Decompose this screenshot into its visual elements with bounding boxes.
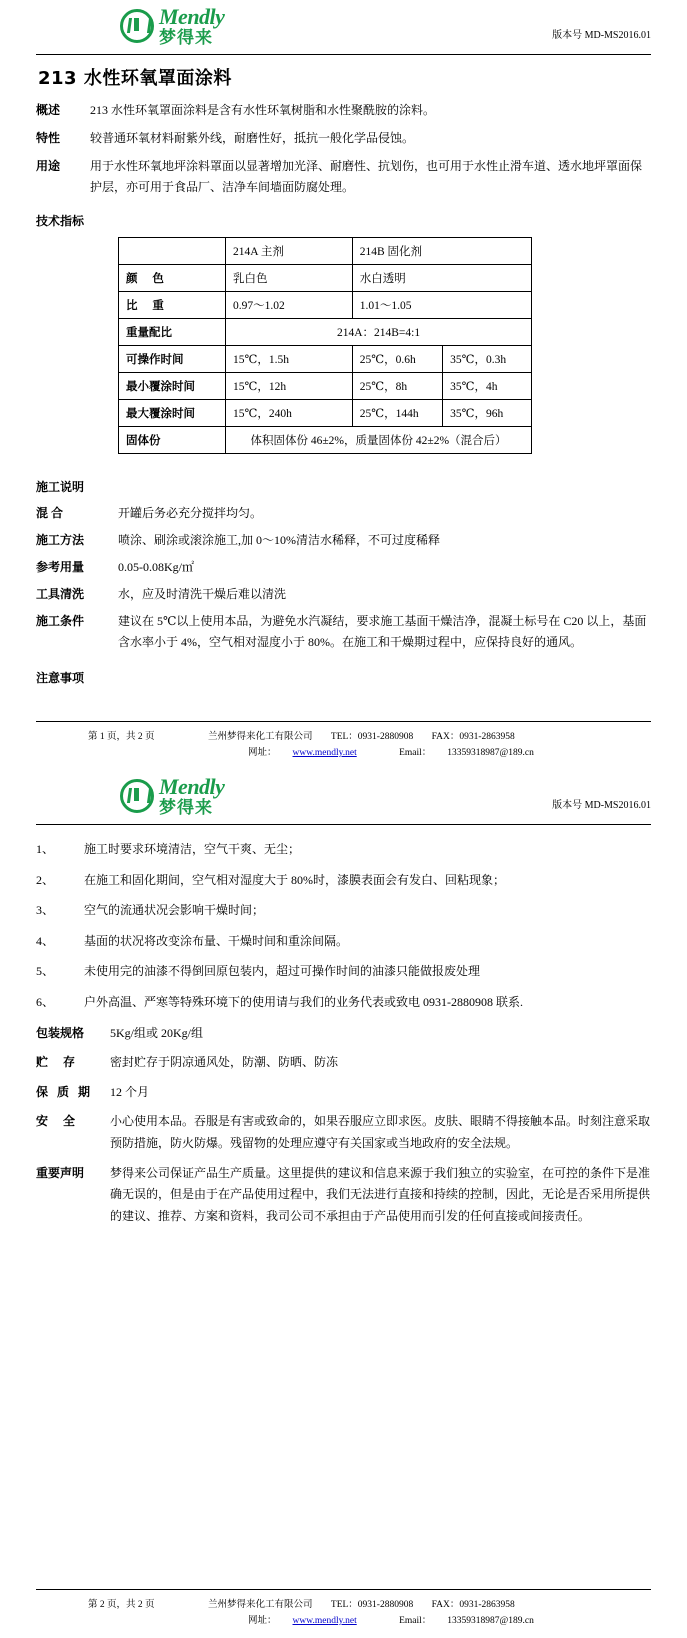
cell-mixratio: 214A：214B=4:1 [226,319,532,346]
table-row [119,319,532,346]
footer-divider [36,721,651,722]
table-row [119,346,532,373]
page-2-footer [36,1589,651,1626]
list-item-number: 6、 [36,994,55,1009]
construction-method-row [36,530,651,551]
notice-heading: 注意事项 [36,671,85,685]
row-label-minrecoat: 最小覆涂时间 [119,373,226,400]
cell-maxrecoat-25: 25℃，144h [352,400,442,427]
list-item-text: 基面的状况将改变涂布量、干燥时间和重涂间隔。 [84,933,349,948]
list-item-text: 施工时要求环境清洁，空气干爽、无尘； [84,842,301,856]
logo-mark-icon [120,779,154,813]
footer-company: 兰州梦得来化工有限公司 [208,732,313,742]
logo-text [159,776,224,816]
footer-email-label: Email： [399,1616,432,1626]
packaging-text: 5Kg/组或 20Kg/组 [110,1025,204,1040]
document-page-2 [0,770,687,1638]
footer-page-number: 第 2 页，共 2 页 [88,1600,155,1610]
construction-heading: 施工说明 [36,480,85,494]
cell-potlife-15: 15℃，1.5h [226,346,353,373]
table-header-row [119,238,532,265]
overview-row [36,100,651,121]
header-divider [36,54,651,55]
shelf-life-text: 12 个月 [110,1084,150,1099]
footer-site-label: 网址： [248,748,277,758]
usage-text: 用于水性环氧地坪涂料罩面以显著增加光泽、耐磨性、抗划伤，也可用于水性止滑车道、透水地坪罩面保护层，亦可用于食品厂、洁净车间墙面防腐处理。 [90,159,643,194]
list-item-text: 未使用完的油漆不得倒回原包装内，超过可操作时间的油漆只能做报废处理 [84,964,481,979]
cell-potlife-25: 25℃，0.6h [352,346,442,373]
overview-label: 概述 [36,103,61,117]
list-item-number: 2、 [36,872,55,887]
page-header [36,0,651,52]
shelf-life-label: 保 质 期 [36,1084,94,1099]
row-label-mixratio: 重量配比 [119,319,226,346]
cell-density-a: 0.97～1.02 [226,292,353,319]
footer-site-link[interactable]: www.mendly.net [292,748,357,758]
row-label-color: 颜 色 [119,265,226,292]
cell-maxrecoat-35: 35℃，96h [443,400,532,427]
features-row [36,128,651,149]
construction-method-text: 喷涂、刷涂或滚涂施工,加 0～10%清洁水稀释，不可过度稀释 [118,533,440,547]
list-item-number: 5、 [36,964,55,979]
safety-label: 安 全 [36,1114,82,1129]
list-item-number: 1、 [36,842,55,856]
list-item-text: 户外高温、严寒等特殊环境下的使用请与我们的业务代表或致电 0931-2880908 联系. [84,994,523,1009]
list-item [36,992,651,1014]
footer-email-label: Email： [399,748,432,758]
list-item [36,839,651,861]
page-1-footer [36,721,651,758]
footer-fax: FAX：0931-2863958 [431,732,515,742]
packaging-row [36,1023,651,1045]
row-label-maxrecoat: 最大覆涂时间 [119,400,226,427]
logo-cn-text: 梦得来 [159,798,213,817]
usage-label: 用途 [36,159,61,173]
construction-conditions-row [36,611,651,653]
construction-cleanup-text: 水，应及时清洗干燥后难以清洗 [118,587,287,601]
construction-coverage-row [36,557,651,578]
footer-tel: TEL：0931-2880908 [330,1600,414,1610]
construction-mix-label: 混 合 [36,506,64,520]
logo-mark-icon [120,9,154,43]
shelf-life-row [36,1082,651,1104]
construction-mix-row [36,503,651,524]
logo-en-text: Mendly [159,4,225,29]
page-header [36,770,651,822]
construction-conditions-text: 建议在 5℃以上使用本品，为避免水汽凝结，要求施工基面干燥洁净，混凝土标号在 C20 以上，基面含水率小于 4%，空气相对湿度小于 80%。在施工和干燥期过程中，应保持良好的通风。 [118,614,647,649]
list-item [36,900,651,922]
construction-method-label: 施工方法 [36,533,85,547]
safety-row [36,1111,651,1154]
cell-minrecoat-35: 35℃，4h [443,373,532,400]
cell-color-b: 水白透明 [352,265,531,292]
cell-density-b: 1.01～1.05 [352,292,531,319]
cell-color-a: 乳白色 [226,265,353,292]
version-label: 版本号 MD-MS2016.01 [552,30,651,41]
list-item-number: 3、 [36,903,55,918]
list-item [36,931,651,953]
list-item [36,870,651,892]
cell-minrecoat-25: 25℃，8h [352,373,442,400]
footer-site-label: 网址： [248,1616,277,1626]
features-text: 较普通环氧材料耐紫外线，耐磨性好，抵抗一般化学品侵蚀。 [90,131,415,145]
footer-site-link[interactable]: www.mendly.net [292,1616,357,1626]
logo-text [159,6,224,46]
construction-cleanup-label: 工具清洗 [36,587,85,601]
table-header-a: 214A 主剂 [226,238,353,265]
safety-text: 小心使用本品。吞服是有害或致命的，如果吞服应立即求医。皮肤、眼睛不得接触本品。时刻注意采取预防措施，防火防爆。残留物的处理应遵守有关国家或当地政府的安全法规。 [110,1114,651,1150]
construction-coverage-text: 0.05-0.08Kg/㎡ [118,560,194,574]
cell-minrecoat-15: 15℃，12h [226,373,353,400]
cell-potlife-35: 35℃，0.3h [443,346,532,373]
brand-logo [120,776,224,816]
row-label-potlife: 可操作时间 [119,346,226,373]
version-label: 版本号 MD-MS2016.01 [552,800,651,811]
table-row [119,292,532,319]
overview-text: 213 水性环氧罩面涂料是含有水性环氧树脂和水性聚酰胺的涂料。 [90,103,436,117]
page-title: 213 水性环氧罩面涂料 [38,68,232,89]
footer-email: 13359318987@189.cn [447,1616,534,1626]
packaging-label: 包装规格 [36,1025,85,1040]
disclaimer-label: 重要声明 [36,1165,85,1180]
construction-mix-text: 开罐后务必充分搅拌均匀。 [118,506,263,520]
header-divider [36,824,651,825]
construction-coverage-label: 参考用量 [36,560,85,574]
table-header-b: 214B 固化剂 [352,238,531,265]
footer-page-number: 第 1 页，共 2 页 [88,732,155,742]
logo-cn-text: 梦得来 [159,28,213,47]
spec-heading: 技术指标 [36,214,85,228]
logo-en-text: Mendly [159,774,225,799]
table-row [119,265,532,292]
list-item [36,961,651,983]
construction-cleanup-row [36,584,651,605]
usage-row [36,156,651,198]
construction-conditions-label: 施工条件 [36,614,85,628]
cell-solids: 体积固体份 46±2%，质量固体份 42±2%（混合后） [226,427,532,454]
footer-divider [36,1589,651,1590]
disclaimer-row [36,1163,651,1228]
list-item-text: 在施工和固化期间，空气相对湿度大于 80%时，漆膜表面会有发白、回粘现象； [84,872,505,887]
table-header-blank [119,238,226,265]
features-label: 特性 [36,131,61,145]
storage-text: 密封贮存于阴凉通风处，防潮、防晒、防冻 [110,1055,339,1070]
footer-email: 13359318987@189.cn [447,748,534,758]
cell-maxrecoat-15: 15℃，240h [226,400,353,427]
footer-fax: FAX：0931-2863958 [431,1600,515,1610]
list-item-text: 空气的流通状况会影响干燥时间； [84,903,265,918]
footer-tel: TEL：0931-2880908 [330,732,414,742]
document-page-1 [0,0,687,770]
spec-table [118,237,532,454]
row-label-density: 比 重 [119,292,226,319]
brand-logo [120,6,224,46]
footer-company: 兰州梦得来化工有限公司 [208,1600,313,1610]
table-row [119,400,532,427]
table-row [119,427,532,454]
table-row [119,373,532,400]
list-item-number: 4、 [36,933,55,948]
storage-row [36,1052,651,1074]
disclaimer-text: 梦得来公司保证产品生产质量。这里提供的建议和信息来源于我们独立的实验室，在可控的条件下是准确无误的，但是由于在产品使用过程中，我们无法进行直接和持续的控制，因此，无论是否采用所提供的建议、推荐、方案和资料，我司公司不承担由于产品使用而引发的任何直接或间接责任。 [110,1165,651,1223]
storage-label: 贮 存 [36,1055,82,1070]
row-label-solids: 固体份 [119,427,226,454]
